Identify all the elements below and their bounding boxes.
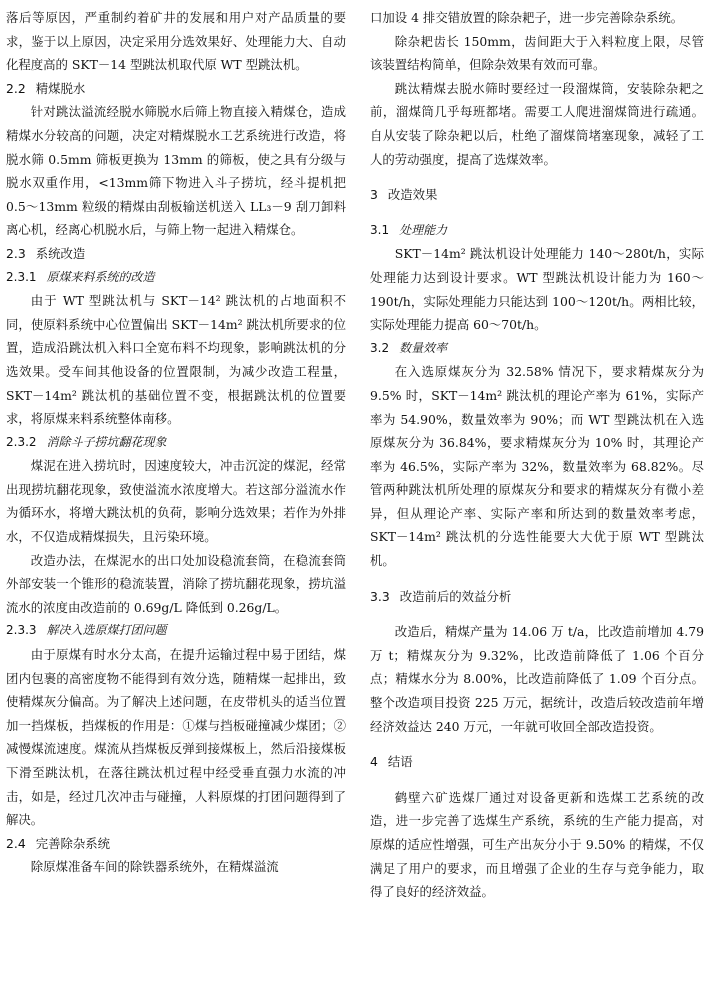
paragraph: 针对跳汰溢流经脱水筛脱水后筛上物直接入精煤仓，造成精煤水分较高的问题，决定对精煤脱水工艺系统进行改造，将脱水筛 0.5mm 筛板更换为 13mm 的筛板，使之具有分级与脱水双重作用，<13mm筛下物进入斗子捞坑，经斗提机把 0.5～13mm 粒级的精煤由刮板输送机送入 LL₃－9 刮刀卸料离心机，经离心机脱水后，与筛上物一起进入精煤仓。	[6, 104, 346, 238]
paragraph: 跳汰精煤去脱水筛时要经过一段溜煤筒，安装除杂耙之前，溜煤筒几乎每班都堵。需要工人爬进溜煤筒进行疏通。自从安装了除杂耙以后，杜绝了溜煤筒堵塞现象，减轻了工人的劳动强度，提高了选煤效率。	[370, 80, 704, 167]
heading-title: 完善除杂系统	[35, 835, 111, 851]
heading-number: 2.3.1	[6, 269, 37, 284]
subsection-heading	[6, 77, 346, 101]
heading-number: 3.2	[370, 340, 390, 355]
heading-title: 系统改造	[35, 245, 86, 261]
heading-title: 改造效果	[387, 187, 438, 203]
heading-number: 4	[370, 754, 378, 770]
subsubsection-heading	[6, 266, 346, 290]
heading-number: 2.3.2	[6, 434, 37, 449]
paragraph: 改造办法，在煤泥水的出口处加设稳流套筒，在稳流套筒外部安装一个锥形的稳流装置，消除了捞坑翻花现象，捞坑溢流水的浓度由改造前的 0.69g/L 降低到 0.26g/L。	[6, 552, 346, 615]
heading-number: 3.1	[370, 222, 390, 237]
heading-title: 结语	[387, 754, 413, 770]
heading-title: 数量效率	[399, 340, 448, 355]
section-heading	[370, 183, 704, 207]
subsubsection-heading	[370, 337, 704, 361]
heading-title: 原煤来料系统的改造	[46, 269, 155, 284]
heading-number: 2.2	[6, 80, 26, 96]
heading-number: 2.3	[6, 245, 26, 261]
section-gap	[370, 608, 704, 620]
section-gap	[370, 774, 704, 786]
paragraph: 由于原煤有时水分太高，在提升运输过程中易于团结，煤团内包裹的高密度物不能得到有效分选，随精煤一起排出，致使精煤灰分偏高。为了解决上述问题，在皮带机头的适当位置加一挡煤板，挡煤板的作用是：①煤与挡板碰撞减少煤团；②减慢煤流速度。煤流从挡煤板反弹到接煤板上，然后沿接煤板下滑至跳汰机，在落往跳汰机过程中经受垂直强力水流的冲击，如是，经过几次冲击与碰撞，人料原煤的打团问题得到了解决。	[6, 647, 346, 828]
subsubsection-heading	[6, 619, 346, 643]
heading-title: 精煤脱水	[35, 80, 86, 96]
heading-title: 解决入选原煤打团问题	[46, 623, 167, 638]
paragraph: 煤泥在进入捞坑时，因速度较大，冲击沉淀的煤泥，经常出现捞坑翻花现象，致使溢流水浓度增大。若这部分溢流水作为循环水，将增大跳汰机的负荷，影响分选效果；若作为外排水，不仅造成精煤损失，且污染环境。	[6, 458, 346, 545]
paragraph: 鹤壁六矿选煤厂通过对设备更新和选煤工艺系统的改造，进一步完善了选煤生产系统，系统的生产能力提高，对原煤的适应性增强，可生产出灰分小于 9.50% 的精煤，不仅满足了用户的要求，而且增强了企业的生存与竞争能力，取得了良好的经济效益。	[370, 789, 704, 900]
paragraph: SKT－14m² 跳汰机设计处理能力 140～280t/h，实际处理能力达到设计要求。WT 型跳汰机设计能力为 160～190t/h，实际处理能力只能达到 100～120t/h。两相比较，实际处理能力提高 60～70t/h。	[370, 246, 704, 333]
right-column	[370, 6, 704, 904]
paragraph: 除杂耙齿长 150mm，齿间距大于入料粒度上限，尽管该装置结构简单，但除杂效果有效而可靠。	[370, 33, 704, 73]
heading-title: 消除斗子捞坑翻花现象	[46, 434, 167, 449]
paragraph: 除原煤准备车间的除铁器系统外，在精煤溢流	[30, 859, 279, 875]
heading-number: 2.3.3	[6, 623, 37, 638]
subsection-heading	[6, 832, 346, 856]
paragraph: 改造后，精煤产量为 14.06 万 t/a，比改造前增加 4.79 万 t；精煤灰分为 9.32%，比改造前降低了 1.06 个百分点；精煤水分为 8.00%，比改造前降低了 1.09 个百分点。整个改造项目投资 225 万元，据统计，改造后较改造前年增经济效益达 240 万元，一年就可收回全部改造投资。	[370, 624, 704, 734]
section-gap	[370, 171, 704, 183]
paragraph: 由于 WT 型跳汰机与 SKT－14² 跳汰机的占地面积不同，使原料系统中心位置偏出 SKT－14m² 跳汰机所要求的位置，造成沿跳汰机入料口全宽布料不均现象，影响跳汰机的分选效果。受车间其他设备的位置限制，为减少改造工程量，SKT－14m² 跳汰机的基础位置不变，根据跳汰机的位置要求，将原煤来料系统整体南移。	[6, 293, 346, 427]
subsection-heading	[6, 242, 346, 266]
heading-title: 处理能力	[399, 222, 448, 237]
section-gap	[370, 738, 704, 750]
section-heading	[370, 750, 704, 774]
section-heading	[370, 585, 704, 609]
subsubsection-heading	[370, 219, 704, 243]
heading-title: 改造前后的效益分析	[399, 588, 512, 604]
heading-number: 3	[370, 187, 378, 203]
left-column	[6, 6, 346, 879]
subsubsection-heading	[6, 431, 346, 455]
paragraph: 落后等原因，严重制约着矿井的发展和用户对产品质量的要求，鉴于以上原因，决定采用分选效果好、处理能力大、自动化程度高的 SKT－14 型跳汰机取代原 WT 型跳汰机。	[6, 10, 346, 73]
paragraph: 口加设 4 排交错放置的除杂耙子，进一步完善除杂系统。	[370, 10, 684, 25]
section-gap	[370, 573, 704, 585]
heading-number: 3.3	[370, 588, 390, 604]
paragraph: 在入选原煤灰分为 32.58% 情况下，要求精煤灰分为 9.5% 时，SKT－14m² 跳汰机的理论产率为 61%，实际产率为 54.90%，数量效率为 90%；而 WT 型跳汰机在入选原煤灰分为 36.84%，要求精煤灰分为 10% 时，其理论产率为 46.5%，实际产率为 32%，数量效率为 68.82%。尽管两种跳汰机所处理的原煤灰分和要求的精煤灰分有微小差异，但从理论产率、实际产率和所达到的数量效率考虑，SKT－14m² 跳汰机的分选性能要大大优于原 WT 型跳汰机。	[370, 364, 704, 569]
heading-number: 2.4	[6, 835, 26, 851]
section-gap	[370, 207, 704, 219]
